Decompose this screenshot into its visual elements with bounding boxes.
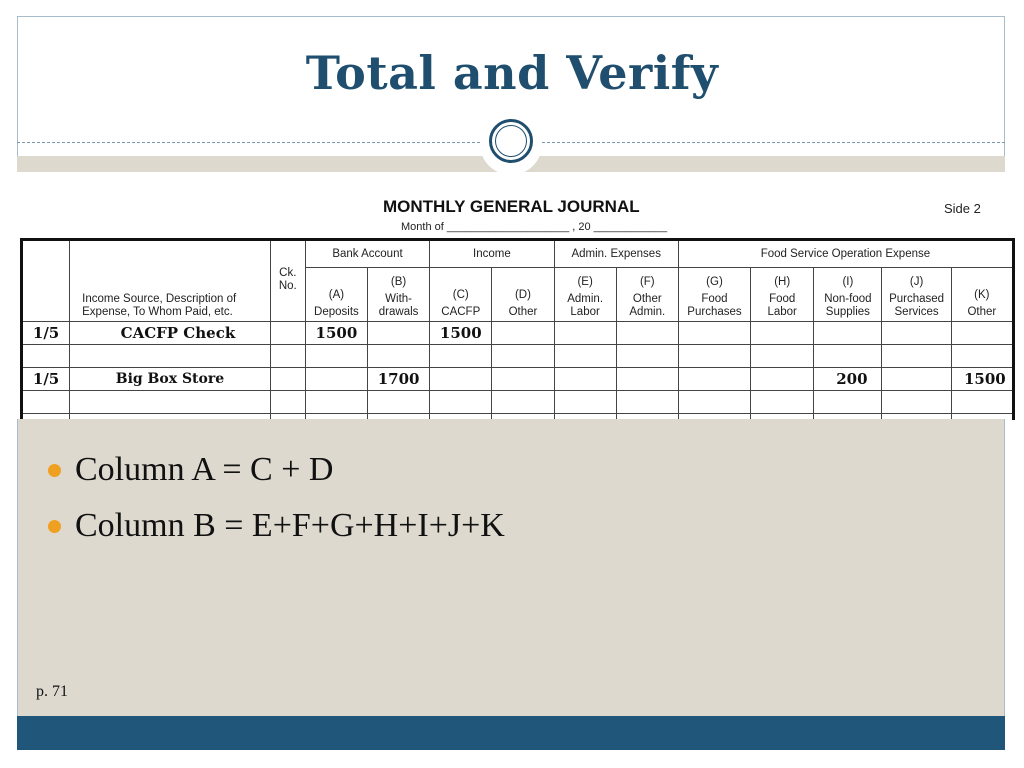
entry-description: CACFP Check [70, 322, 271, 345]
description-header-line: Expense, To Whom Paid, etc. [82, 306, 233, 318]
entry-cell [751, 322, 814, 345]
column-header [882, 268, 951, 322]
entry-cell [368, 391, 430, 414]
column-header [616, 268, 678, 322]
column-header [951, 268, 1013, 322]
entry-deposits: 1500 [305, 322, 367, 345]
footer-bar [17, 716, 1005, 750]
entry-cell [492, 391, 554, 414]
column-label: Food [769, 293, 796, 305]
entry-cell [430, 391, 492, 414]
entry-cell [22, 391, 70, 414]
entry-deposits [305, 368, 367, 391]
description-header-line: Income Source, Description of [82, 293, 237, 305]
column-label: Purchases [687, 306, 742, 318]
entry-cell [492, 322, 554, 345]
column-letter: (A) [328, 289, 345, 301]
column-header [554, 268, 616, 322]
column-letter: (D) [514, 289, 531, 301]
entry-cell [616, 368, 678, 391]
entry-cell [814, 322, 882, 345]
entry-cell [22, 345, 70, 368]
entry-cell [616, 345, 678, 368]
entry-cell [951, 391, 1013, 414]
column-letter: (K) [974, 289, 990, 301]
column-letter: (F) [639, 276, 655, 288]
bullet-dot-icon [48, 520, 61, 533]
entry-cell [951, 322, 1013, 345]
entry-check [270, 322, 305, 345]
journal-image [0, 172, 1024, 419]
entry-cell [814, 345, 882, 368]
bullet-item [48, 507, 505, 545]
column-label: Other [967, 306, 997, 318]
column-label: Labor [767, 306, 797, 318]
column-label: drawals [378, 306, 419, 318]
entry-cell [70, 391, 271, 414]
page-reference: p. 71 [36, 683, 68, 700]
column-header [305, 268, 367, 322]
entry-cell [554, 368, 616, 391]
column-label: CACFP [441, 306, 481, 318]
entry-cell [305, 391, 367, 414]
bullet-text: Column B = E+F+G+H+I+J+K [75, 507, 505, 544]
bullet-text: Column A = C + D [75, 451, 334, 488]
entry-description: Big Box Store [70, 368, 271, 391]
column-header [678, 268, 750, 322]
column-label: Supplies [825, 306, 870, 318]
column-label: Admin. [629, 306, 666, 318]
entry-cell [882, 391, 951, 414]
entry-cell [492, 368, 554, 391]
column-label: With- [385, 293, 413, 305]
entry-date: 1/5 [22, 368, 70, 391]
column-header [751, 268, 814, 322]
entry-nonfood: 200 [814, 368, 882, 391]
entry-cell [430, 345, 492, 368]
entry-cell [751, 345, 814, 368]
journal-table [20, 238, 1018, 420]
entry-cell [951, 345, 1013, 368]
column-label: Deposits [314, 306, 359, 318]
entry-cell [70, 345, 271, 368]
journal-month-line: Month of ____________________ , 20 ____________ [401, 221, 668, 233]
column-header [814, 268, 882, 322]
entry-cell [616, 322, 678, 345]
column-label: Other [508, 306, 538, 318]
entry-cell [882, 322, 951, 345]
entry-cacfp: 1500 [430, 322, 492, 345]
entry-cell [814, 391, 882, 414]
ring-icon [489, 119, 533, 163]
entry-withdrawals [368, 322, 430, 345]
column-label: Labor [570, 306, 600, 318]
entry-cell [270, 391, 305, 414]
entry-cell [882, 345, 951, 368]
column-letter: (I) [842, 276, 854, 288]
column-header [492, 268, 554, 322]
column-label: Food [701, 293, 728, 305]
column-label: Admin. [567, 293, 604, 305]
column-header [368, 268, 430, 322]
entry-cell [678, 345, 750, 368]
column-label: Other [632, 293, 662, 305]
column-letter: (B) [390, 276, 407, 288]
entry-cell [492, 345, 554, 368]
entry-other-k: 1500 [951, 368, 1013, 391]
entry-cell [882, 368, 951, 391]
column-label: Purchased [889, 293, 945, 305]
bullet-item [48, 451, 333, 489]
entry-cell [430, 368, 492, 391]
check-header-line: No. [278, 280, 297, 292]
description-header [70, 240, 271, 322]
entry-cell [751, 391, 814, 414]
entry-cell [751, 368, 814, 391]
entry-cell [368, 345, 430, 368]
slide-title: Total and Verify [305, 46, 719, 100]
entry-date: 1/5 [22, 322, 70, 345]
column-letter: (J) [909, 276, 924, 288]
column-letter: (G) [706, 276, 723, 288]
column-letter: (H) [774, 276, 791, 288]
column-letter: (E) [577, 276, 593, 288]
entry-cell [678, 391, 750, 414]
group-admin-expenses: Admin. Expenses [554, 240, 678, 268]
date-header [22, 240, 70, 322]
column-label: Non-food [824, 293, 872, 305]
group-bank-account: Bank Account [305, 240, 429, 268]
entry-cell [678, 322, 750, 345]
entry-cell [305, 345, 367, 368]
column-letter: (C) [452, 289, 469, 301]
journal-title: MONTHLY GENERAL JOURNAL [383, 197, 640, 216]
check-header-line: Ck. [279, 267, 297, 279]
entry-cell [554, 345, 616, 368]
group-food-service: Food Service Operation Expense [678, 240, 1013, 268]
slide-content [17, 419, 1005, 716]
entry-cell [616, 391, 678, 414]
bullet-dot-icon [48, 464, 61, 477]
check-number-header [270, 240, 305, 322]
entry-check [270, 368, 305, 391]
group-income: Income [430, 240, 554, 268]
column-header [430, 268, 492, 322]
column-label: Services [894, 306, 939, 318]
journal-side-label: Side 2 [944, 201, 981, 216]
entry-cell [270, 345, 305, 368]
entry-cell [678, 368, 750, 391]
entry-cell [554, 391, 616, 414]
entry-cell [554, 322, 616, 345]
entry-withdrawals: 1700 [368, 368, 430, 391]
